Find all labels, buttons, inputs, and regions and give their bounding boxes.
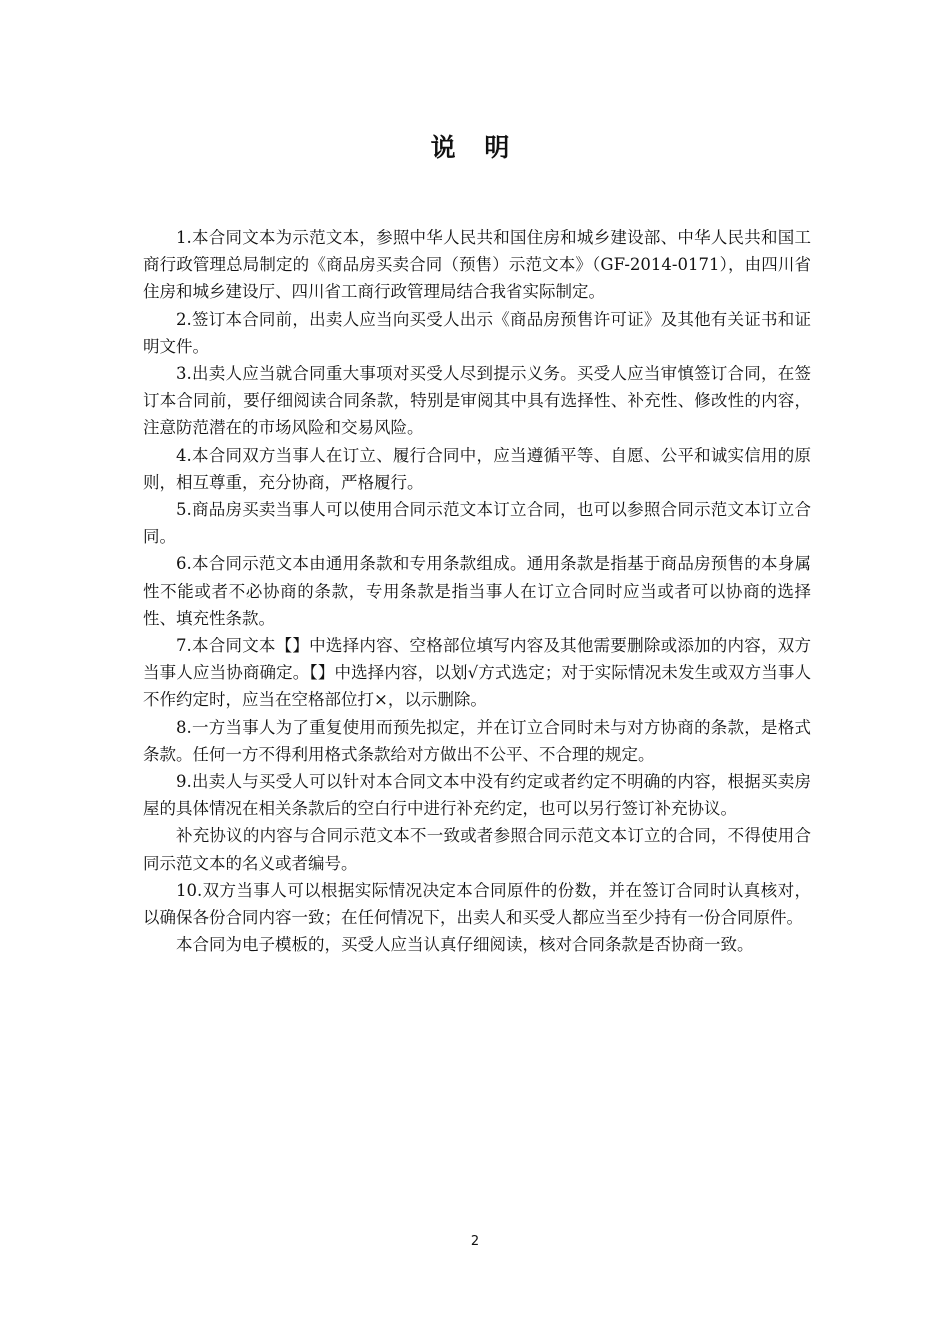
paragraph-3: 3.出卖人应当就合同重大事项对买受人尽到提示义务。买受人应当审慎签订合同，在签订本合同前，要仔细阅读合同条款，特别是审阅其中具有选择性、补充性、修改性的内容，注意防范潜在的市场风险和交易风险。 xyxy=(143,364,811,438)
paragraph-8: 8.一方当事人为了重复使用而预先拟定，并在订立合同时未与对方协商的条款，是格式条款。任何一方不得利用格式条款给对方做出不公平、不合理的规定。 xyxy=(143,717,811,764)
paragraph-5: 5.商品房买卖当事人可以使用合同示范文本订立合同，也可以参照合同示范文本订立合同。 xyxy=(143,500,811,547)
instructions-body xyxy=(143,224,811,958)
paragraph-10: 10.双方当事人可以根据实际情况决定本合同原件的份数，并在签订合同时认真核对，以确保各份合同内容一致；在任何情况下，出卖人和买受人都应当至少持有一份合同原件。 xyxy=(143,880,811,928)
paragraph-supplement: 补充协议的内容与合同示范文本不一致或者参照合同示范文本订立的合同，不得使用合同示范文本的名义或者编号。 xyxy=(143,826,811,873)
paragraph-1: 1.本合同文本为示范文本，参照中华人民共和国住房和城乡建设部、中华人民共和国工商行政管理总局制定的《商品房买卖合同（预售）示范文本》（GF-2014-0171），由四川省住房和城乡建设厅、四川省工商行政管理局结合我省实际制定。 xyxy=(143,228,811,302)
paragraph-7: 7.本合同文本【】中选择内容、空格部位填写内容及其他需要删除或添加的内容，双方当事人应当协商确定。【】中选择内容，以划√方式选定；对于实际情况未发生或双方当事人不作约定时，应当在空格部位打×，以示删除。 xyxy=(143,636,811,710)
paragraph-electronic-template: 本合同为电子模板的，买受人应当认真仔细阅读，核对合同条款是否协商一致。 xyxy=(176,935,754,955)
page-number: 2 xyxy=(470,1234,480,1249)
paragraph-6: 6.本合同示范文本由通用条款和专用条款组成。通用条款是指基于商品房预售的本身属性不能或者不必协商的条款，专用条款是指当事人在订立合同时应当或者可以协商的选择性、填充性条款。 xyxy=(143,554,811,628)
paragraph-9: 9.出卖人与买受人可以针对本合同文本中没有约定或者约定不明确的内容，根据买卖房屋的具体情况在相关条款后的空白行中进行补充约定，也可以另行签订补充协议。 xyxy=(143,772,811,819)
paragraph-2: 2.签订本合同前，出卖人应当向买受人出示《商品房预售许可证》及其他有关证书和证明文件。 xyxy=(143,309,811,356)
paragraph-4: 4.本合同双方当事人在订立、履行合同中，应当遵循平等、自愿、公平和诚实信用的原则，相互尊重，充分协商，严格履行。 xyxy=(143,445,811,492)
page-title: 说 明 xyxy=(430,133,520,162)
